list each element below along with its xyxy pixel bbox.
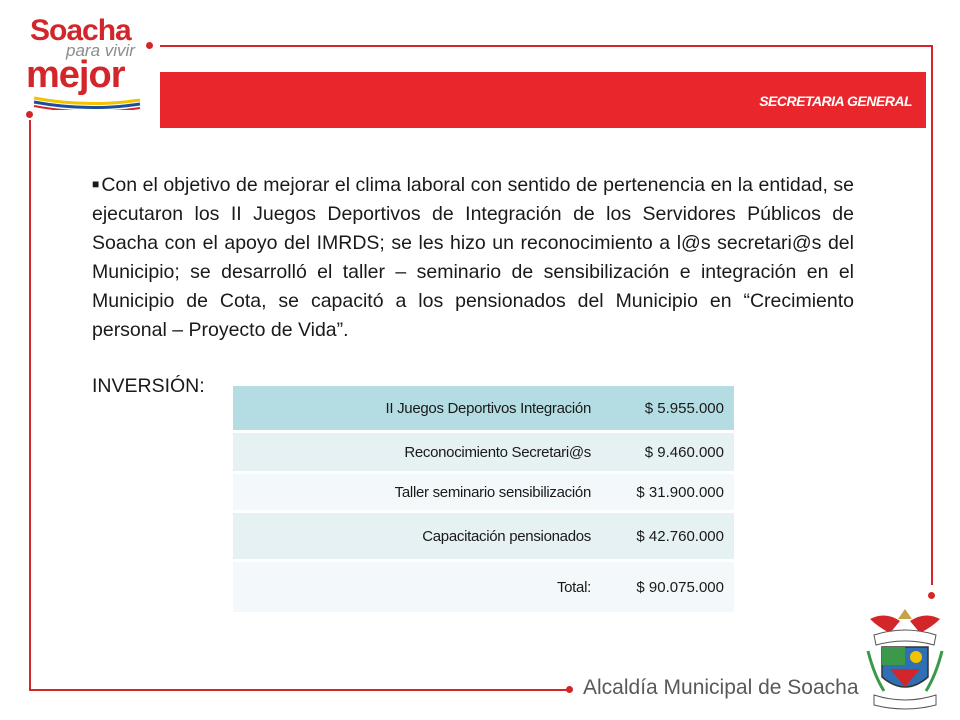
row-value: $ 42.760.000 [636,527,724,545]
row-label: II Juegos Deportivos Integración [385,399,591,417]
logo-mejor-text: mejor [26,54,125,96]
row-value: $ 90.075.000 [636,578,724,596]
row-label: Taller seminario sensibilización [394,483,591,501]
row-label: Capacitación pensionados [422,527,591,545]
investment-table [233,386,734,612]
table-row [233,513,734,559]
table-row [233,433,734,471]
header-bar [160,72,926,128]
frame-left-line [29,120,31,690]
table-row [233,474,734,510]
frame-bottom-line [29,689,569,691]
soacha-logo [22,14,172,104]
logo-swoosh-icon [32,94,142,110]
row-value: $ 9.460.000 [644,443,724,461]
frame-top-line [160,45,932,47]
body-paragraph [92,170,854,345]
logo-soacha-text: Soacha [30,14,131,47]
investment-label: INVERSIÓN: [92,375,205,397]
row-label: Reconocimiento Secretari@s [404,443,591,461]
square-bullet-icon: ■ [92,177,100,191]
frame-dot-bottom [566,686,573,693]
table-row-total [233,562,734,612]
logo-para-vivir-text: para vivir [66,41,135,60]
row-label: Total: [556,578,591,596]
header-title: SECRETARIA GENERAL [759,93,912,109]
coat-of-arms-icon [860,605,950,713]
frame-dot-top [146,42,153,49]
footer-alcaldia-text: Alcaldía Municipal de Soacha [583,676,859,699]
frame-right-line [931,45,933,585]
frame-dot-left [26,111,33,118]
paragraph-text: Con el objetivo de mejorar el clima laboral con sentido de pertenencia en la entidad, se ejecutaron los II Juegos Deportivos de Integración de los Servidores Públicos de Soacha con el apoyo del IMRDS; se les hizo un reconocimiento a l@s secretari@s del Municipio; se desarrolló el taller – seminario de sensibilización e integración en el Municipio de Cota, se capacitó a los pensionados del Municipio en “Crecimiento personal – Proyecto de Vida”. [92,174,854,341]
row-value: $ 5.955.000 [644,399,724,417]
row-value: $ 31.900.000 [636,483,724,501]
table-row [233,386,734,430]
frame-dot-right [928,592,935,599]
